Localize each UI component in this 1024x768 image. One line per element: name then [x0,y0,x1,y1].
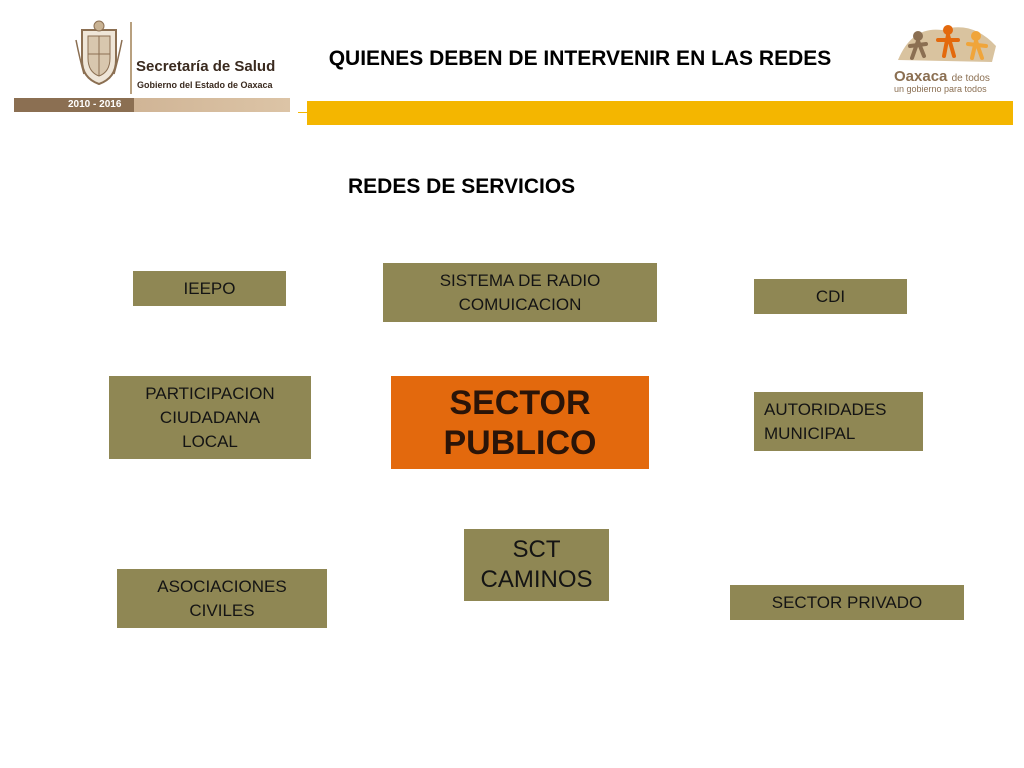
box-ieepo: IEEPO [133,271,286,306]
box-asociaciones-civiles: ASOCIACIONES CIVILES [117,569,327,628]
page-title: QUIENES DEBEN DE INTERVENIR EN LAS REDES [328,47,832,70]
oaxaca-logo [888,16,1004,96]
secretaria-label: Secretaría de Salud [136,58,276,75]
oaxaca-tagline: un gobierno para todos [894,84,987,94]
gobierno-label: Gobierno del Estado de Oaxaca [137,80,273,90]
gold-bar-tick [298,112,307,113]
box-sct-caminos: SCT CAMINOS [464,529,609,601]
box-sistema-radio: SISTEMA DE RADIO COMUICACION [383,263,657,322]
oaxaca-suffix: de todos [951,73,990,84]
secretaria-salud-logo [12,14,292,118]
box-autoridades-municipal: AUTORIDADES MUNICIPAL [754,392,923,451]
gold-header-bar [307,101,1013,125]
state-coat-of-arms-icon [74,20,124,88]
box-cdi: CDI [754,279,907,314]
box-sector-privado: SECTOR PRIVADO [730,585,964,620]
oaxaca-name [894,68,990,85]
oaxaca-word: Oaxaca [894,68,948,85]
logo-divider [130,22,132,94]
box-sector-publico: SECTOR PUBLICO [391,376,649,469]
oaxaca-figures-icon [892,16,1002,68]
years-label: 2010 - 2016 [14,98,134,112]
section-title: REDES DE SERVICIOS [348,175,576,198]
box-participacion-ciudadana: PARTICIPACION CIUDADANA LOCAL [109,376,311,459]
